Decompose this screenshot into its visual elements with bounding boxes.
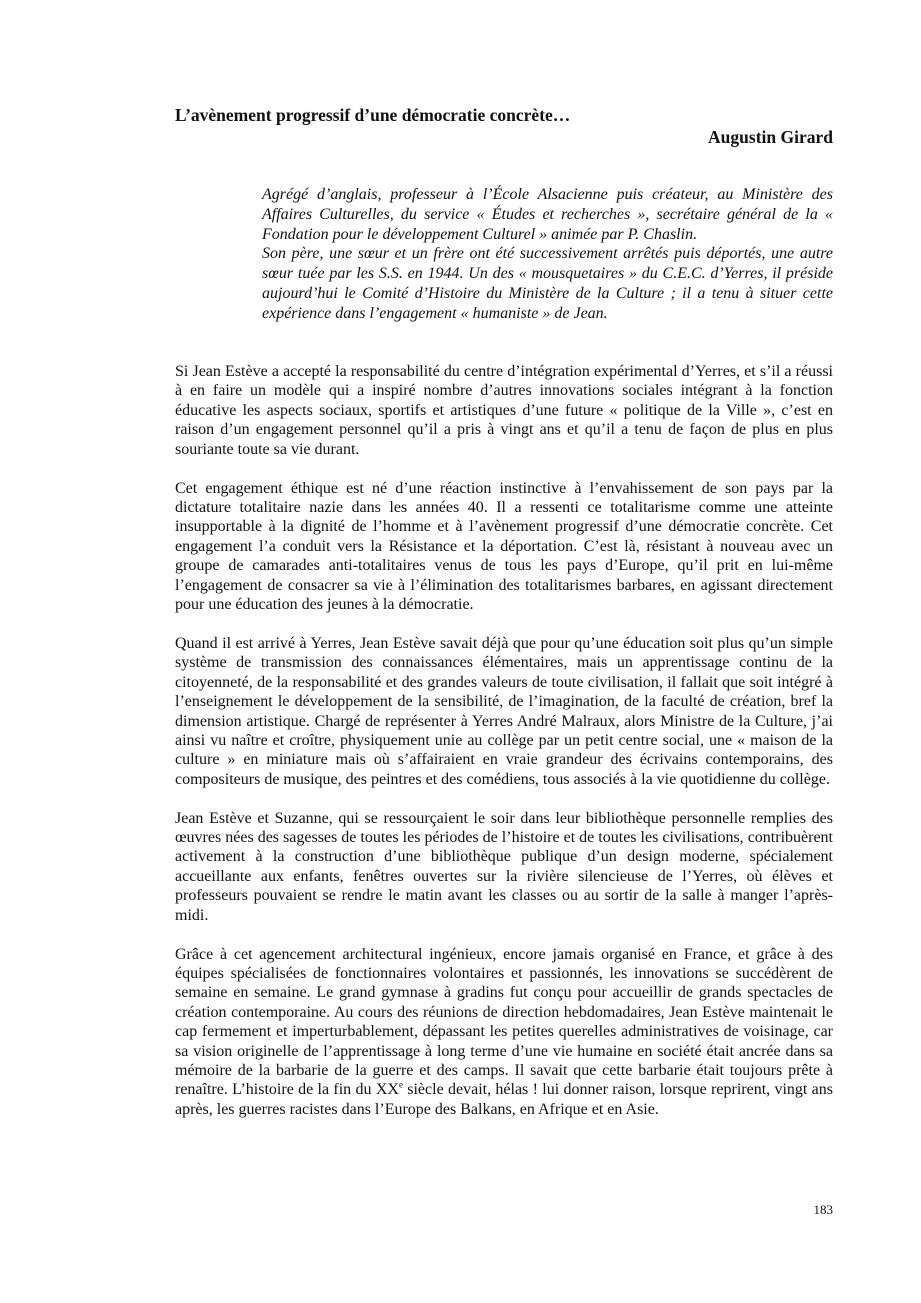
bio-paragraph: Agrégé d’anglais, professeur à l’École Alsacienne puis créateur, au Ministère des Affaires Culturelles, du service « Études et recherches », secrétaire général de la « Fondation pour le développement Culturel » animée par P. Chaslin. (262, 186, 833, 243)
body-paragraph: Si Jean Estève a accepté la responsabilité du centre d’intégration expérimental d’Yerres, et s’il a réussi à en faire un modèle qui a inspiré nombre d’autres innovations sociales intégrant à la fonction éducative les aspects sociaux, sportifs et artistiques d’une future « politique de la Ville », c’est en raison d’un engagement personnel qu’il a pris à vingt ans et qu’il a tenu de façon de plus en plus souriante toute sa vie durant. (175, 363, 833, 458)
article-title: L’avènement progressif d’une démocratie concrète… (175, 105, 571, 125)
article-body (175, 362, 833, 1139)
body-paragraph (175, 945, 833, 1120)
author-name: Augustin Girard (708, 127, 833, 147)
body-text-segment: Grâce à cet agencement architectural ingénieux, encore jamais organisé en France, et grâce à des équipes spécialisées de fonctionnaires volontaires et passionnés, les innovations se succédèrent de semaine en semaine. Le grand gymnase à gradins fut conçu pour accueillir de grands spectacles de création contemporaine. Au cours des réunions de direction hebdomadaires, Jean Estève maintenait le cap fermement et imperturbablement, dépassant les petites querelles administratives de voisinage, car sa vision originelle de l’apprentissage à long terme d’une vie humaine en société était ancrée dans sa mémoire de la barbarie de la guerre et des camps. Il savait que cette barbarie était toujours prête à renaître. L’histoire de la fin du XX (175, 945, 833, 1099)
bio-paragraph: Son père, une sœur et un frère ont été successivement arrêtés puis déportés, une autre sœur tuée par les S.S. en 1944. Un des « mousquetaires » du C.E.C. d’Yerres, il préside aujourd’hui le Comité d’Histoire du Ministère de la Culture ; il a tenu à situer cette expérience dans l’engagement « humaniste » de Jean. (262, 245, 833, 322)
body-paragraph: Cet engagement éthique est né d’une réaction instinctive à l’envahissement de son pays par la dictature totalitaire nazie dans les années 40. Il a ressenti ce totalitarisme comme une atteinte insupportable à la dignité de l’homme et à l’avènement progressif d’une démocratie concrète. Cet engagement l’a conduit vers la Résistance et la déportation. C’est là, résistant à nouveau avec un groupe de camarades anti-totalitaires venus de tous les pays d’Europe, qu’il prit en lui-même l’engagement de consacrer sa vie à l’élimination des totalitarismes barbares, en agissant directement pour une éducation des jeunes à la démocratie. (175, 479, 833, 613)
body-text-segment: siècle devait, hélas ! lui donner raison, lorsque reprirent, vingt ans après, les guerres racistes dans l’Europe des Balkans, en Afrique et en Asie. (175, 1081, 833, 1118)
body-paragraph: Quand il est arrivé à Yerres, Jean Estève savait déjà que pour qu’une éducation soit plus qu’un simple système de transmission des connaissances élémentaires, mais un apprentissage continu de la citoyenneté, de la responsabilité et des grandes valeurs de toute civilisation, il fallait que soit intégré à l’enseignement le développement de la sensibilité, de l’imagination, de la faculté de création, bref la dimension artistique. Chargé de représenter à Yerres André Malraux, alors Ministre de la Culture, j’ai ainsi vu naître et croître, physiquement unie au collège par un petit centre social, une « maison de la culture » en miniature mais où s’affairaient en vraie grandeur des écrivains contemporains, des compositeurs de musique, des peintres et des comédiens, tous associés à la vie quotidienne du collège. (175, 634, 833, 788)
superscript: e (398, 1080, 403, 1091)
body-paragraph: Jean Estève et Suzanne, qui se ressourçaient le soir dans leur bibliothèque personnelle remplies des œuvres nées des sagesses de toutes les périodes de l’histoire et de toutes les civilisations, contribuèrent activement à la construction d’une bibliothèque publique d’un design moderne, spécialement accueillante aux enfants, fenêtres ouvertes sur la rivière silencieuse de l’Yerres, où élèves et professeurs pouvaient se rendre le matin avant les classes ou au sortir de la salle à manger l’après-midi. (175, 809, 833, 924)
author-bio (262, 185, 833, 324)
page-number: 183 (813, 1202, 833, 1217)
